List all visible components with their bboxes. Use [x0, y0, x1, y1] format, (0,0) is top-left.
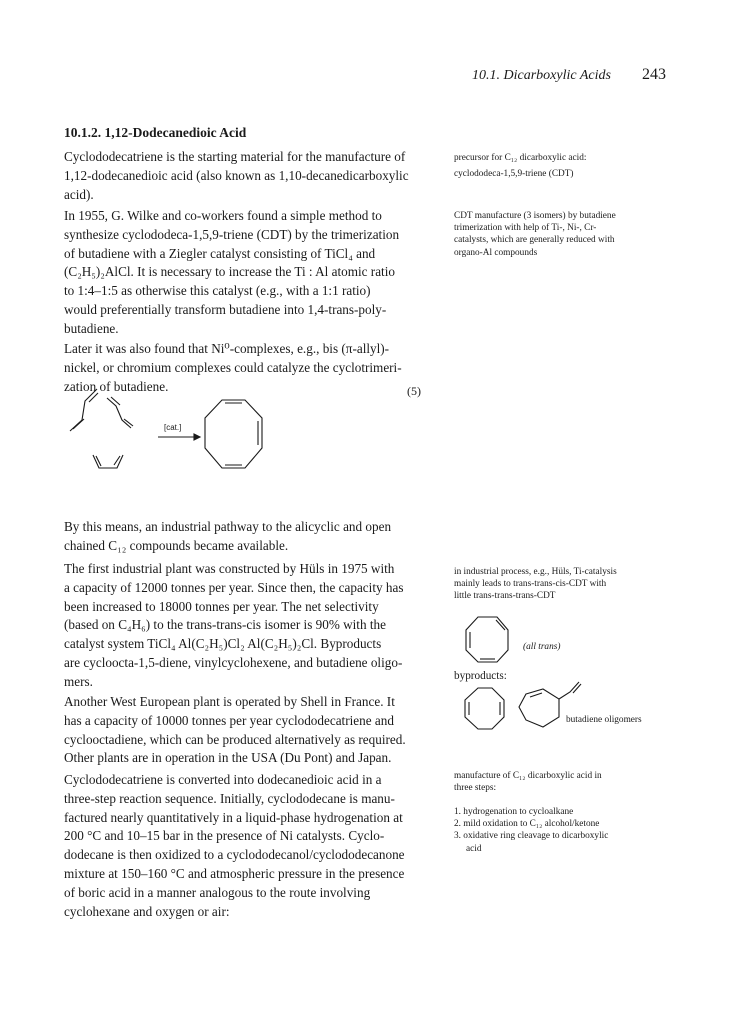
note-line: organo-Al compounds — [454, 247, 538, 258]
note-line: manufacture of C₁₂ dicarboxylic acid in — [454, 771, 602, 781]
text-line: chained C₁₂ compounds became available. — [64, 537, 289, 553]
text-line: zation of butadiene. — [64, 378, 169, 394]
paragraph-conversion — [64, 771, 428, 921]
equation-number: (5) — [407, 384, 421, 398]
text-line: Another West European plant is operated by Shell in France. It — [64, 694, 395, 709]
page-number: 243 — [642, 66, 666, 83]
text-line: catalyst system TiCl₄ Al(C₂H₅)Cl₂ Al(C₂H₅)₂Cl. Byproducts — [64, 636, 382, 652]
step-item: 2. mild oxidation to C₁₂ alcohol/ketone — [454, 819, 600, 830]
text-line: By this means, an industrial pathway to the alicyclic and open — [64, 519, 392, 534]
text-line: Cyclododecatriene is converted into dodecanedioic acid in a — [64, 772, 382, 787]
text-line: The first industrial plant was constructed by Hüls in 1975 with — [64, 561, 395, 576]
cyclooctadiene-structure — [465, 688, 504, 729]
note-line: precursor for C₁₂ dicarboxylic acid: — [454, 153, 587, 163]
text-line: butadiene. — [64, 320, 119, 336]
note-line: catalysts, which are generally reduced with — [454, 235, 615, 246]
running-header-title: 10.1. Dicarboxylic Acids — [472, 68, 611, 83]
text-line: a capacity of 12000 tonnes per year. Since then, the capacity has — [64, 579, 404, 595]
butadiene-structure — [70, 389, 97, 431]
section-heading: 10.1.2. 1,12-Dodecanedioic Acid — [64, 125, 247, 140]
margin-note-three-steps — [454, 770, 666, 794]
text-line: (based on C₄H₆) to the trans-trans-cis isomer is 90% with the — [64, 617, 386, 633]
text-line: are cycloocta-1,5-diene, vinylcyclohexene, and butadiene oligo- — [64, 654, 403, 670]
text-line: three-step reaction sequence. Initially, cyclododecane is manu- — [64, 790, 395, 806]
text-line: been increased to 18000 tonnes per year. The net selectivity — [64, 598, 379, 614]
byproducts-label: byproducts: — [454, 670, 507, 682]
text-line: cyclooctadiene, which can be produced alternatively as required. — [64, 731, 406, 747]
text-line: 1,12-dodecanedioic acid (also known as 1,10-decanedicarboxylic — [64, 167, 409, 183]
paragraph-shell-plant — [64, 693, 428, 768]
paragraph-huls-plant — [64, 560, 428, 692]
note-line: in industrial process, e.g., Hüls, Ti-catalysis — [454, 567, 617, 577]
catalyst-label: [cat.] — [164, 423, 182, 432]
text-line: (C₂H₅)₂AlCl. It is necessary to increase the Ti : Al atomic ratio — [64, 264, 395, 280]
note-line: cyclododeca-1,5,9-triene (CDT) — [454, 169, 574, 180]
cdt-all-trans-structure — [466, 617, 508, 662]
text-line: dodecane is then oxidized to a cyclododecanol/cyclododecanone — [64, 847, 405, 863]
step-item: 3. oxidative ring cleavage to dicarboxylic — [454, 831, 609, 842]
note-line: mainly leads to trans-trans-cis-CDT with — [454, 579, 607, 590]
step-item: acid — [466, 843, 482, 854]
margin-note-huls-process — [454, 566, 666, 603]
butadiene-structure — [93, 455, 123, 468]
text-line: factured nearly quantitatively in a liquid-phase hydrogenation at — [64, 809, 403, 825]
text-line: mixture at 150–160 °C and atmospheric pressure in the presence — [64, 865, 405, 881]
text-line: acid). — [64, 186, 94, 202]
paragraph-industrial-pathway — [64, 518, 428, 556]
margin-note-cdt-manufacture — [454, 210, 666, 259]
text-line: to 1:4–1:5 as otherwise this catalyst (e.g., with a 1:1 ratio) — [64, 283, 371, 299]
all-trans-label: (all trans) — [523, 642, 561, 652]
text-line: Cyclododecatriene is the starting material for the manufacture of — [64, 149, 406, 164]
text-line: would preferentially transform butadiene into 1,4-trans-poly- — [64, 301, 387, 317]
note-line: three steps: — [454, 783, 497, 794]
text-line: mers. — [64, 673, 93, 689]
butadiene-structure — [107, 398, 131, 428]
text-line: synthesize cyclododeca-1,5,9-triene (CDT) by the trimerization — [64, 226, 400, 242]
text-line: nickel, or chromium complexes could catalyze the cyclotrimeri- — [64, 359, 402, 375]
text-line: Other plants are in operation in the USA (Du Pont) and Japan. — [64, 750, 392, 766]
text-line: of butadiene with a Ziegler catalyst consisting of TiCl₄ and — [64, 245, 376, 261]
cyclododecatriene-structure — [205, 400, 262, 468]
vinylcyclohexene-structure — [519, 689, 559, 727]
text-line: cyclohexane and oxygen or air: — [64, 903, 230, 919]
margin-note-precursor — [454, 152, 666, 180]
step-item: 1. hydrogenation to cycloalkane — [454, 807, 574, 817]
text-line: 200 °C and 10–15 bar in the presence of Ni catalysts. Cyclo- — [64, 828, 385, 844]
note-line: trimerization with help of Ti-, Ni-, Cr- — [454, 223, 597, 234]
text-line: In 1955, G. Wilke and co-workers found a simple method to — [64, 208, 382, 223]
oligomers-label: butadiene oligomers — [566, 715, 642, 725]
margin-note-step-list — [454, 806, 666, 855]
text-line: Later it was also found that Ni⁰-complexes, e.g., bis (π-allyl)- — [64, 341, 390, 356]
note-line: little trans-trans-trans-CDT — [454, 591, 556, 602]
text-line: has a capacity of 10000 tonnes per year cyclododecatriene and — [64, 712, 394, 728]
note-line: CDT manufacture (3 isomers) by butadiene — [454, 211, 616, 221]
text-line: of boric acid in a manner analogous to the route involving — [64, 884, 371, 900]
